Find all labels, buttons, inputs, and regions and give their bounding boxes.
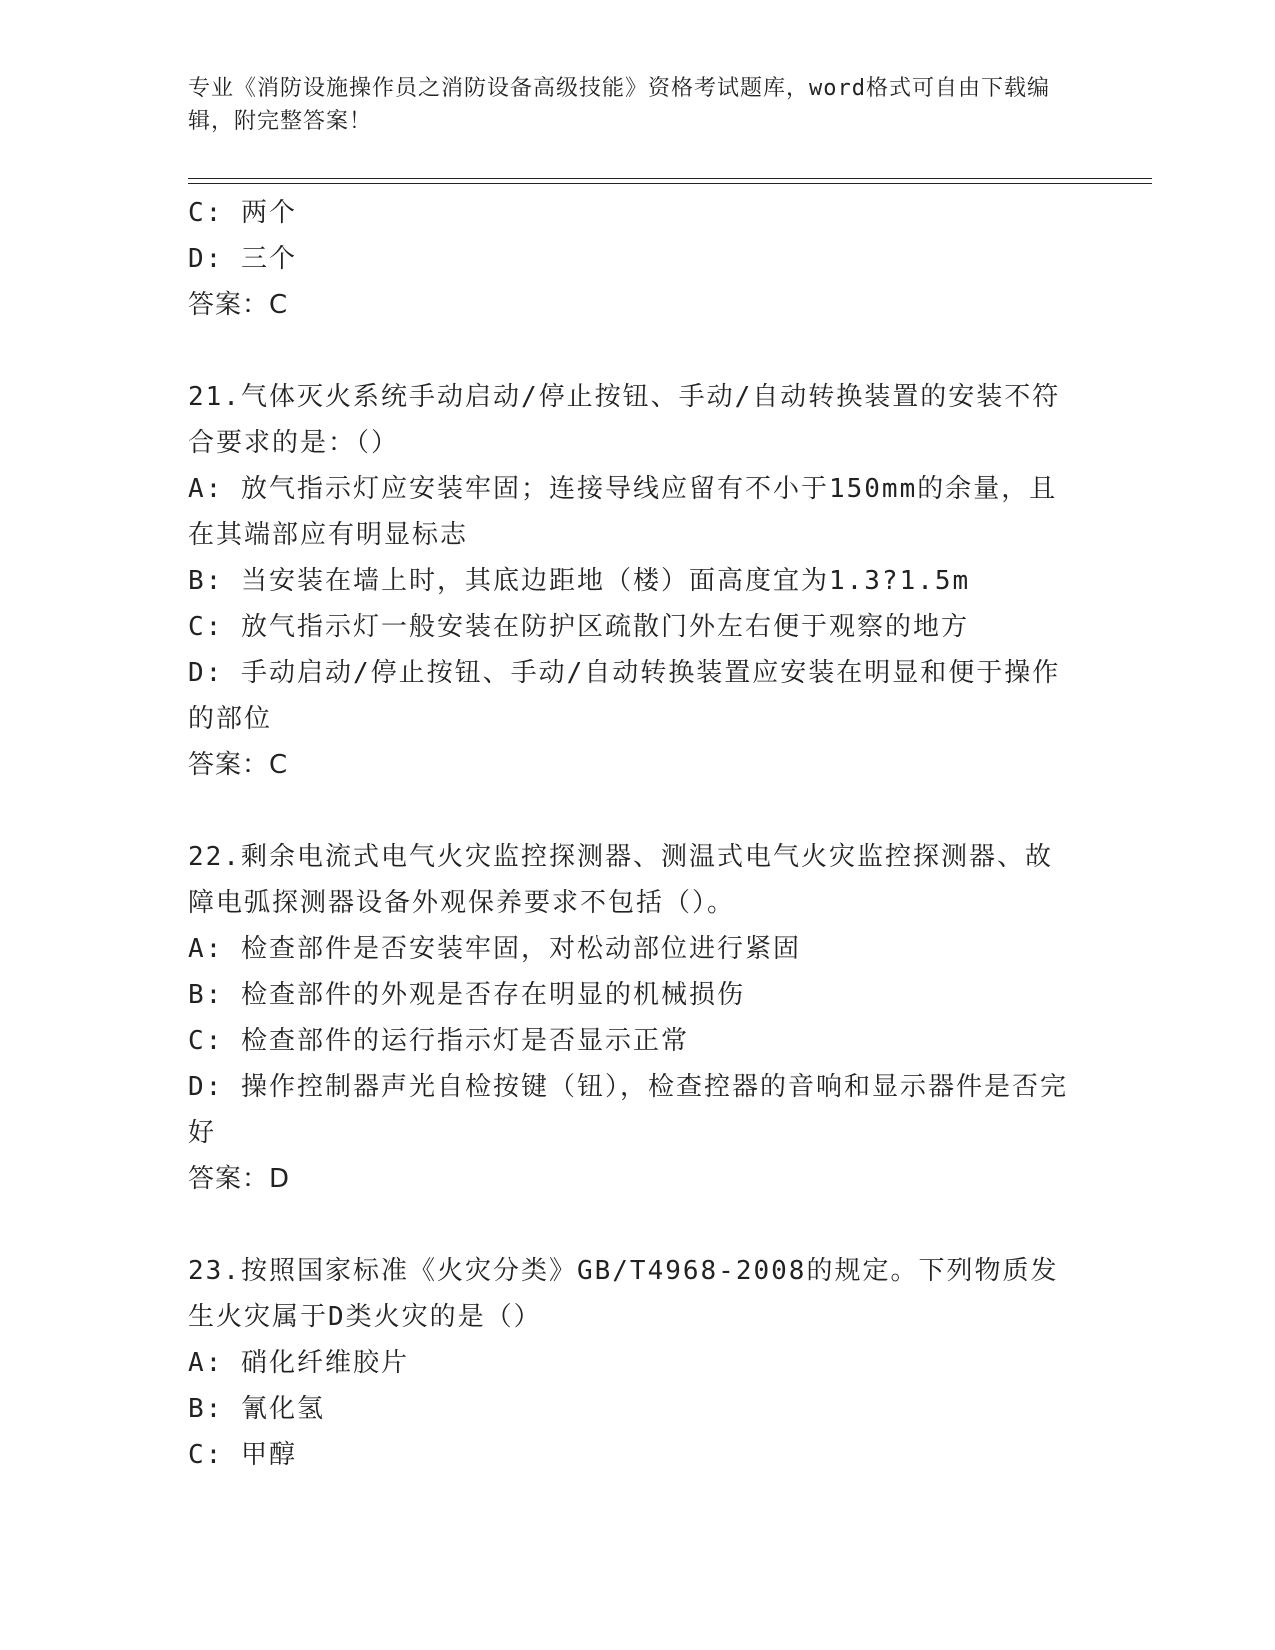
- answer-label: 答案：: [188, 750, 270, 780]
- option-c: C: 两个: [188, 198, 297, 228]
- header-rule-bottom: [188, 183, 1152, 184]
- option-d: D: 操作控制器声光自检按键（钮），检查控器的音响和显示器件是否完好: [188, 1072, 1068, 1148]
- spacer: [188, 328, 1068, 374]
- question-list: [188, 190, 1068, 1478]
- answer-value: C: [269, 290, 289, 320]
- spacer: [188, 788, 1068, 834]
- option-b: B: 氰化氢: [188, 1394, 325, 1424]
- option-d: D: 三个: [188, 244, 297, 274]
- option-c: C: 甲醇: [188, 1440, 297, 1470]
- header-rule-top: [188, 178, 1152, 179]
- answer-value: C: [269, 750, 289, 780]
- answer-label: 答案：: [188, 290, 270, 320]
- option-c: C: 检查部件的运行指示灯是否显示正常: [188, 1026, 689, 1056]
- question-23: [188, 1248, 1068, 1478]
- question-stem: 23.按照国家标准《火灾分类》GB/T4968-2008的规定。下列物质发生火灾属于D类火灾的是（）: [188, 1256, 1059, 1332]
- answer-line: [188, 1156, 1068, 1202]
- question-21: [188, 374, 1068, 788]
- option-b: B: 检查部件的外观是否存在明显的机械损伤: [188, 980, 745, 1010]
- option-a: A: 硝化纤维胶片: [188, 1348, 409, 1378]
- answer-line: [188, 282, 1068, 328]
- question-stem: 21.气体灭火系统手动启动/停止按钮、手动/自动转换装置的安装不符合要求的是：（）: [188, 382, 1061, 458]
- option-b: B: 当安装在墙上时，其底边距地（楼）面高度宜为1.3?1.5m: [188, 566, 971, 596]
- spacer: [188, 1202, 1068, 1248]
- answer-label: 答案：: [188, 1164, 270, 1194]
- question-22: [188, 834, 1068, 1202]
- answer-line: [188, 742, 1068, 788]
- option-d: D: 手动启动/停止按钮、手动/自动转换装置应安装在明显和便于操作的部位: [188, 658, 1061, 734]
- previous-question-tail: [188, 190, 1068, 328]
- option-a: A: 检查部件是否安装牢固，对松动部位进行紧固: [188, 934, 801, 964]
- question-stem: 22.剩余电流式电气火灾监控探测器、测温式电气火灾监控探测器、故障电弧探测器设备外观保养要求不包括（）。: [188, 842, 1053, 918]
- answer-value: D: [269, 1164, 291, 1194]
- document-header: 专业《消防设施操作员之消防设备高级技能》资格考试题库，word格式可自由下载编辑，附完整答案！: [188, 76, 1050, 134]
- option-c: C: 放气指示灯一般安装在防护区疏散门外左右便于观察的地方: [188, 612, 969, 642]
- option-a: A: 放气指示灯应安装牢固；连接导线应留有不小于150mm的余量，且在其端部应有明显标志: [188, 474, 1058, 550]
